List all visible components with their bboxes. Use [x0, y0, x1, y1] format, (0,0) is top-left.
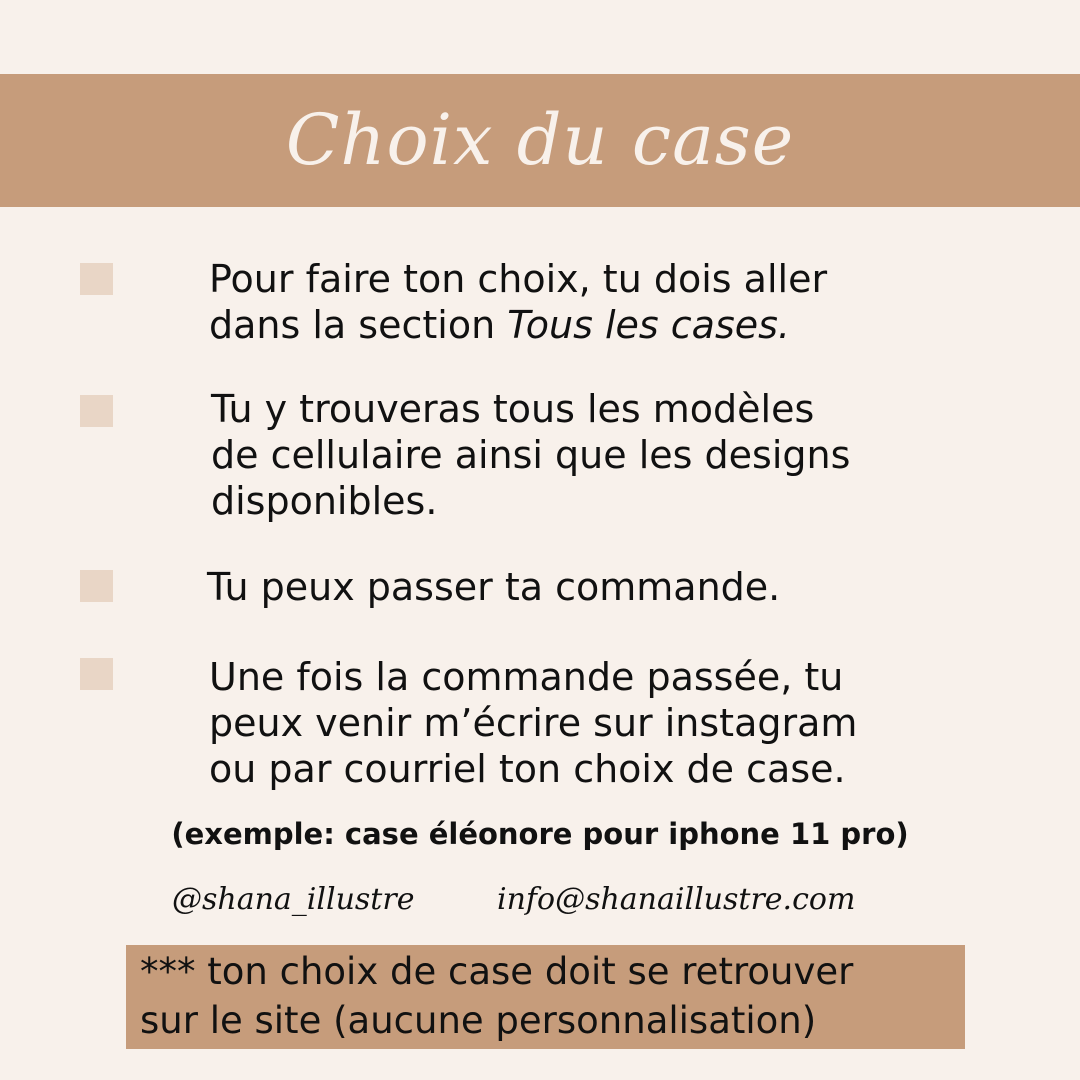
list-item-line: Une fois la commande passée, tu — [209, 655, 844, 699]
list-item — [209, 256, 827, 348]
list-item-line: Tu y trouveras tous les modèles — [211, 387, 815, 431]
list-item — [207, 564, 780, 610]
title-banner — [0, 74, 1080, 207]
bullet-square — [80, 395, 113, 427]
list-item-line: de cellulaire ainsi que les designs — [211, 433, 851, 477]
list-item-line: ou par courriel ton choix de case. — [209, 747, 846, 791]
example-text: (exemple: case éléonore pour iphone 11 pro) — [171, 817, 909, 851]
instagram-handle: @shana_illustre — [172, 882, 415, 917]
note-line: *** ton choix de case doit se retrouver — [140, 950, 854, 993]
list-item — [211, 386, 850, 524]
section-name: Tous les cases. — [507, 303, 791, 347]
bullet-square — [80, 570, 113, 602]
list-item-line: peux venir m’écrire sur instagram — [209, 701, 858, 745]
email-address: info@shanaillustre.com — [497, 882, 856, 917]
page-title: Choix du case — [285, 99, 795, 181]
note-text — [140, 947, 853, 1045]
list-item-line: disponibles. — [211, 479, 438, 523]
list-item-line: Tu peux passer ta commande. — [207, 565, 781, 609]
bullet-square — [80, 263, 113, 295]
list-item-text: dans la section — [209, 303, 508, 347]
list-item-line — [209, 302, 827, 348]
list-item — [209, 654, 857, 792]
bullet-square — [80, 658, 113, 690]
list-item-line: Pour faire ton choix, tu dois aller — [209, 257, 828, 301]
note-line: sur le site (aucune personnalisation) — [140, 999, 817, 1042]
note-box — [126, 945, 965, 1049]
